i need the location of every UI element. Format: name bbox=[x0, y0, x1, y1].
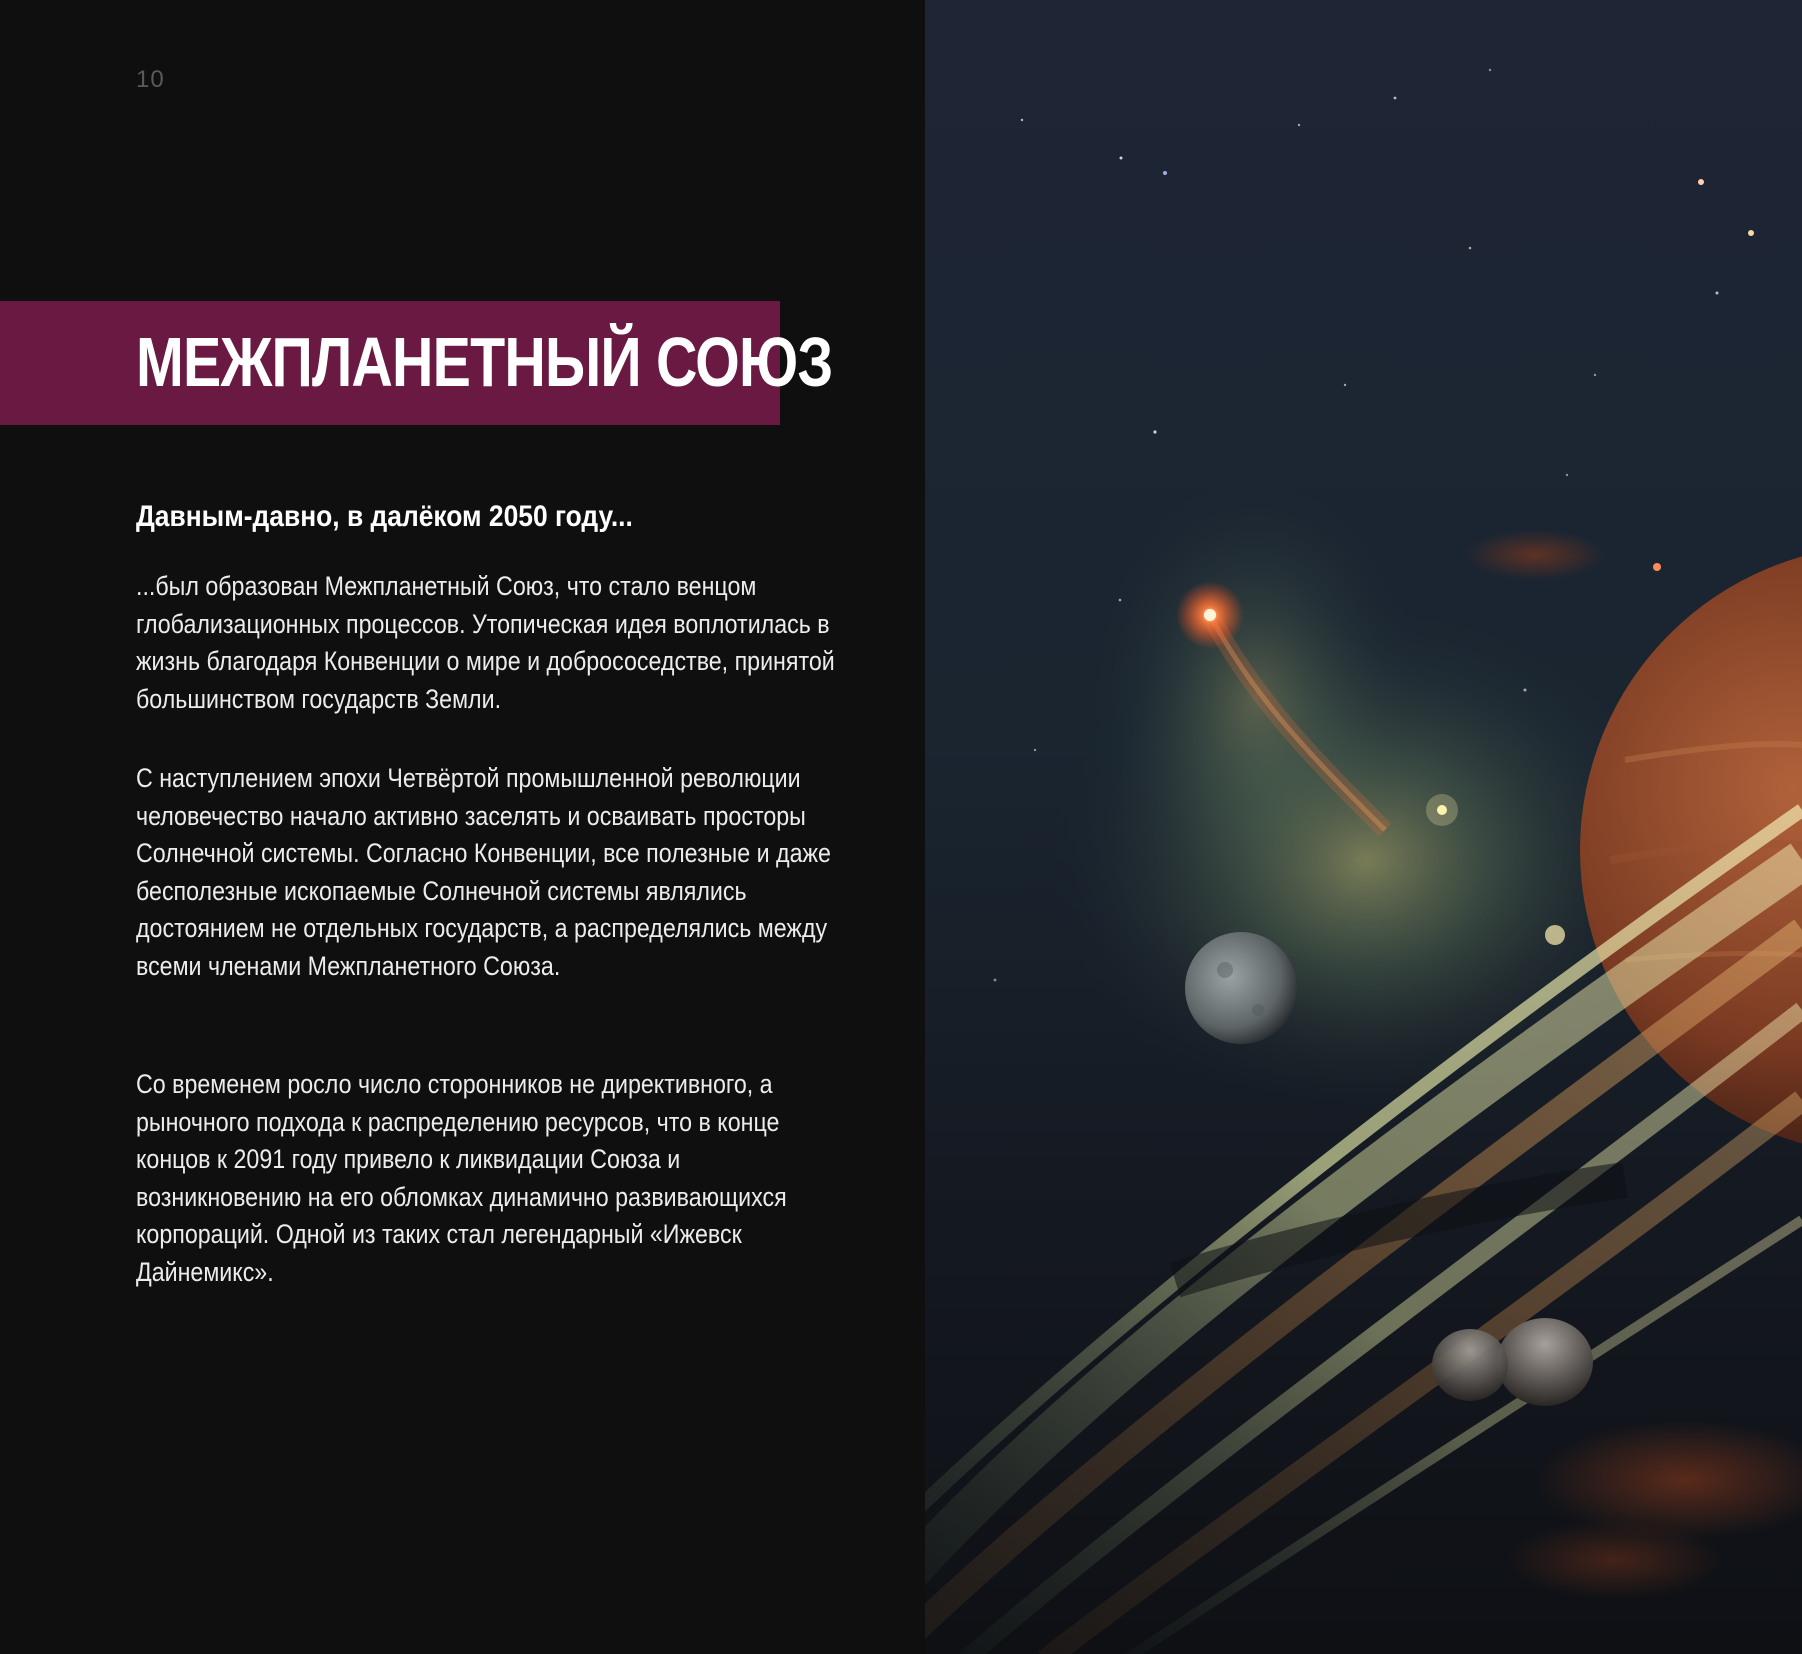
space-illustration bbox=[925, 0, 1802, 1654]
paragraph-1: ...был образован Межпланетный Союз, что стало венцом глобализационных процессов. Утопическая идея воплотилась в жизнь благодаря Конвенции о мире и добрососедстве, принятой большинством государств Земли. bbox=[136, 571, 835, 714]
paragraph-2: С наступлением эпохи Четвёртой промышленной революции человечество начало активно заселять и осваивать просторы Солнечной системы. Согласно Конвенции, все полезные и даже бесполезные ископаемые Солнечной системы являлись достоянием не отдельных государств, а распределялись между всеми членами Межпланетного Союза. bbox=[136, 763, 831, 981]
paragraph-3: Со временем росло число сторонников не директивного, а рыночного подхода к распределению ресурсов, что в конце концов к 2091 году привело к ликвидации Союза и возникновению на его обломках динамично развивающихся корпораций. Одной из таких стал легендарный «Ижевск Дайнемикс». bbox=[136, 1069, 787, 1287]
page-title: МЕЖПЛАНЕТНЫЙ СОЮЗ bbox=[136, 323, 833, 401]
page-number: 10 bbox=[136, 66, 165, 93]
subtitle: Давным-давно, в далёком 2050 году... bbox=[136, 500, 633, 533]
space-illustration-svg bbox=[925, 0, 1802, 1654]
